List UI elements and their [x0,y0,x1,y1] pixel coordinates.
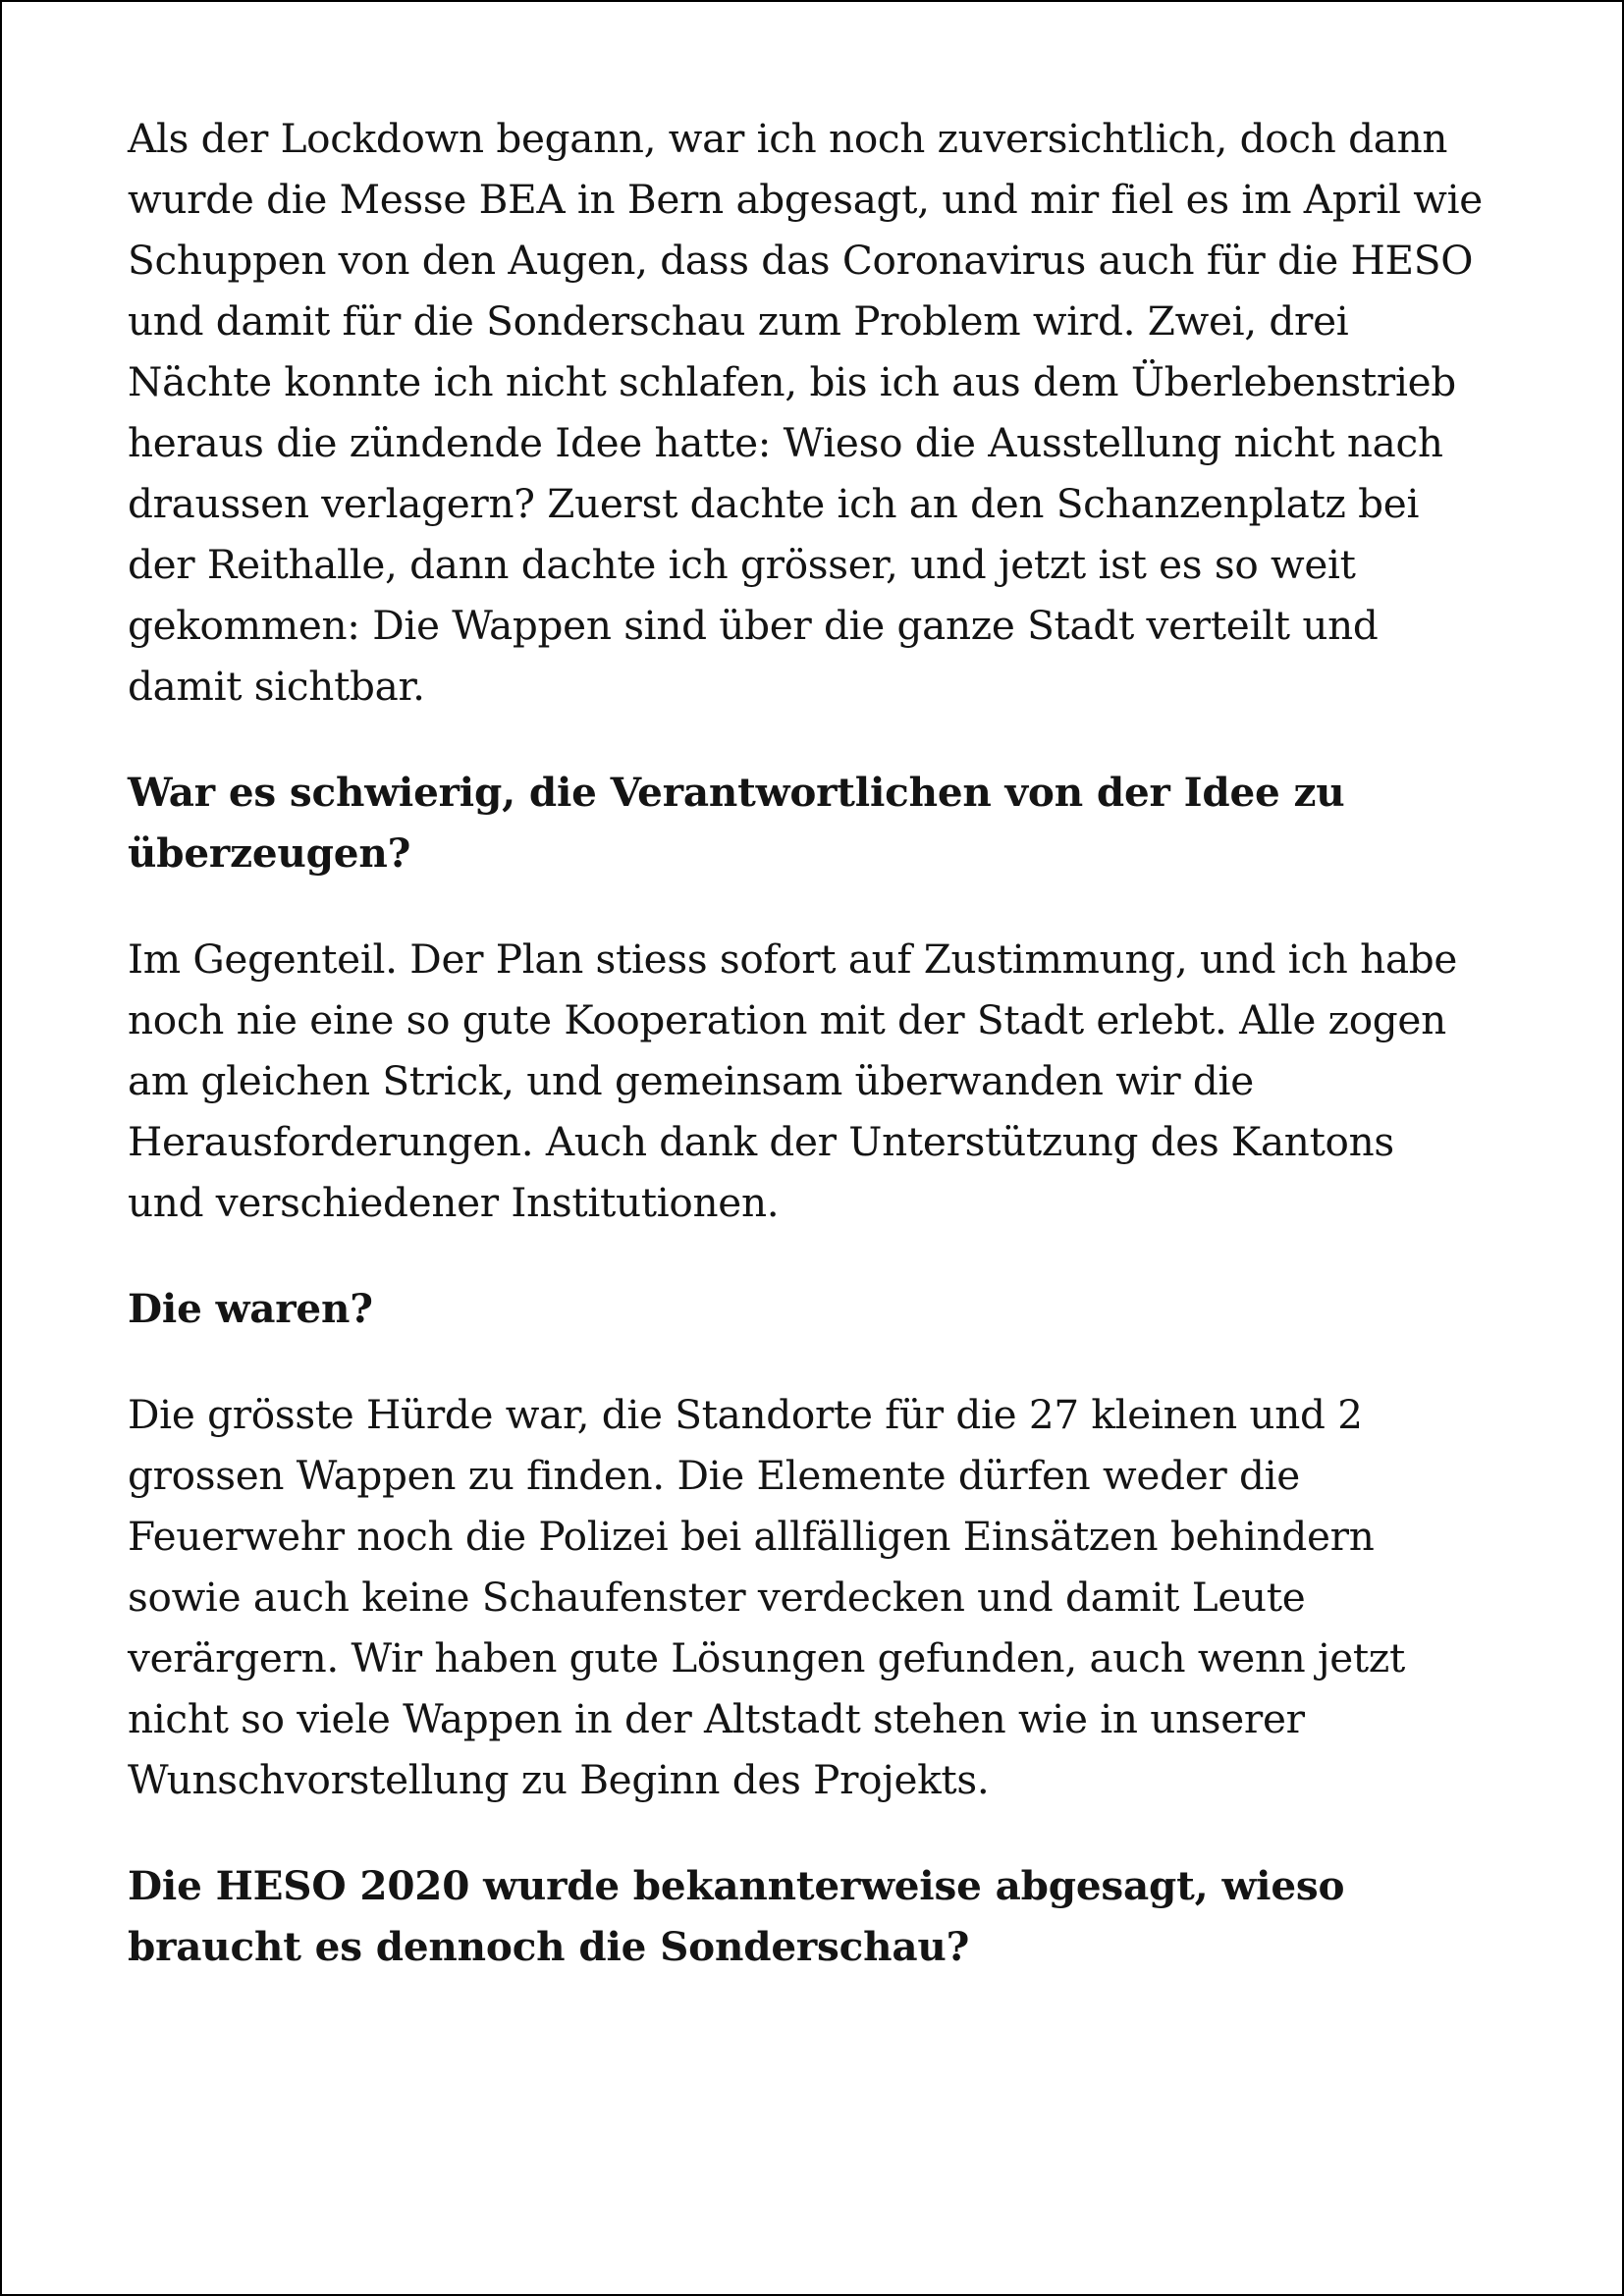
text-line: Im Gegenteil. Der Plan stiess sofort auf Zustimmung, und ich habe [128,935,1458,983]
text-line: Als der Lockdown begann, war ich noch zuversichtlich, doch dann [128,115,1448,162]
text-line: Herausforderungen. Auch dank der Unterstützung des Kantons [128,1118,1394,1165]
paragraph-gap [128,717,1522,762]
text-line: Die grösste Hürde war, die Standorte für die 27 kleinen und 2 [128,1391,1363,1438]
question-heading [128,1855,1522,1977]
paragraph-gap [128,1810,1522,1855]
interview-text [128,108,1522,1977]
text-line: wurde die Messe BEA in Bern abgesagt, und mir fiel es im April wie [128,176,1483,223]
text-line: Wunschvorstellung zu Beginn des Projekts. [128,1756,990,1803]
text-line: Feuerwehr noch die Polizei bei allfälligen Einsätzen behindern [128,1513,1375,1560]
text-line: sowie auch keine Schaufenster verdecken und damit Leute [128,1574,1306,1621]
paragraph-gap [128,1233,1522,1278]
paragraph-gap [128,883,1522,929]
text-line: der Reithalle, dann dachte ich grösser, und jetzt ist es so weit [128,541,1356,588]
text-line: braucht es dennoch die Sonderschau? [128,1923,970,1970]
paragraph-gap [128,1339,1522,1384]
text-line: damit sichtbar. [128,663,425,710]
question-heading [128,1278,1522,1339]
question-heading [128,762,1522,883]
text-line: überzeugen? [128,829,411,877]
text-line: und damit für die Sonderschau zum Problem wird. Zwei, drei [128,297,1349,345]
answer-paragraph [128,929,1522,1233]
text-line: Nächte konnte ich nicht schlafen, bis ich aus dem Überlebenstrieb [128,358,1456,405]
text-line: heraus die zündende Idee hatte: Wieso die Ausstellung nicht nach [128,419,1443,466]
text-line: nicht so viele Wappen in der Altstadt stehen wie in unserer [128,1695,1305,1742]
text-line: und verschiedener Institutionen. [128,1179,780,1226]
answer-paragraph [128,108,1522,717]
text-line: draussen verlagern? Zuerst dachte ich an den Schanzenplatz bei [128,480,1420,527]
answer-paragraph [128,1384,1522,1810]
text-line: noch nie eine so gute Kooperation mit der Stadt erlebt. Alle zogen [128,996,1446,1043]
text-line: gekommen: Die Wappen sind über die ganze Stadt verteilt und [128,602,1379,649]
text-line: Die HESO 2020 wurde bekannterweise abgesagt, wieso [128,1862,1345,1909]
text-line: grossen Wappen zu finden. Die Elemente dürfen weder die [128,1452,1300,1499]
text-line: War es schwierig, die Verantwortlichen von der Idee zu [128,769,1345,816]
text-line: verärgern. Wir haben gute Lösungen gefunden, auch wenn jetzt [128,1634,1405,1682]
text-line: Schuppen von den Augen, dass das Coronavirus auch für die HESO [128,237,1474,284]
text-line: Die waren? [128,1285,373,1332]
text-line: am gleichen Strick, und gemeinsam überwanden wir die [128,1057,1254,1104]
